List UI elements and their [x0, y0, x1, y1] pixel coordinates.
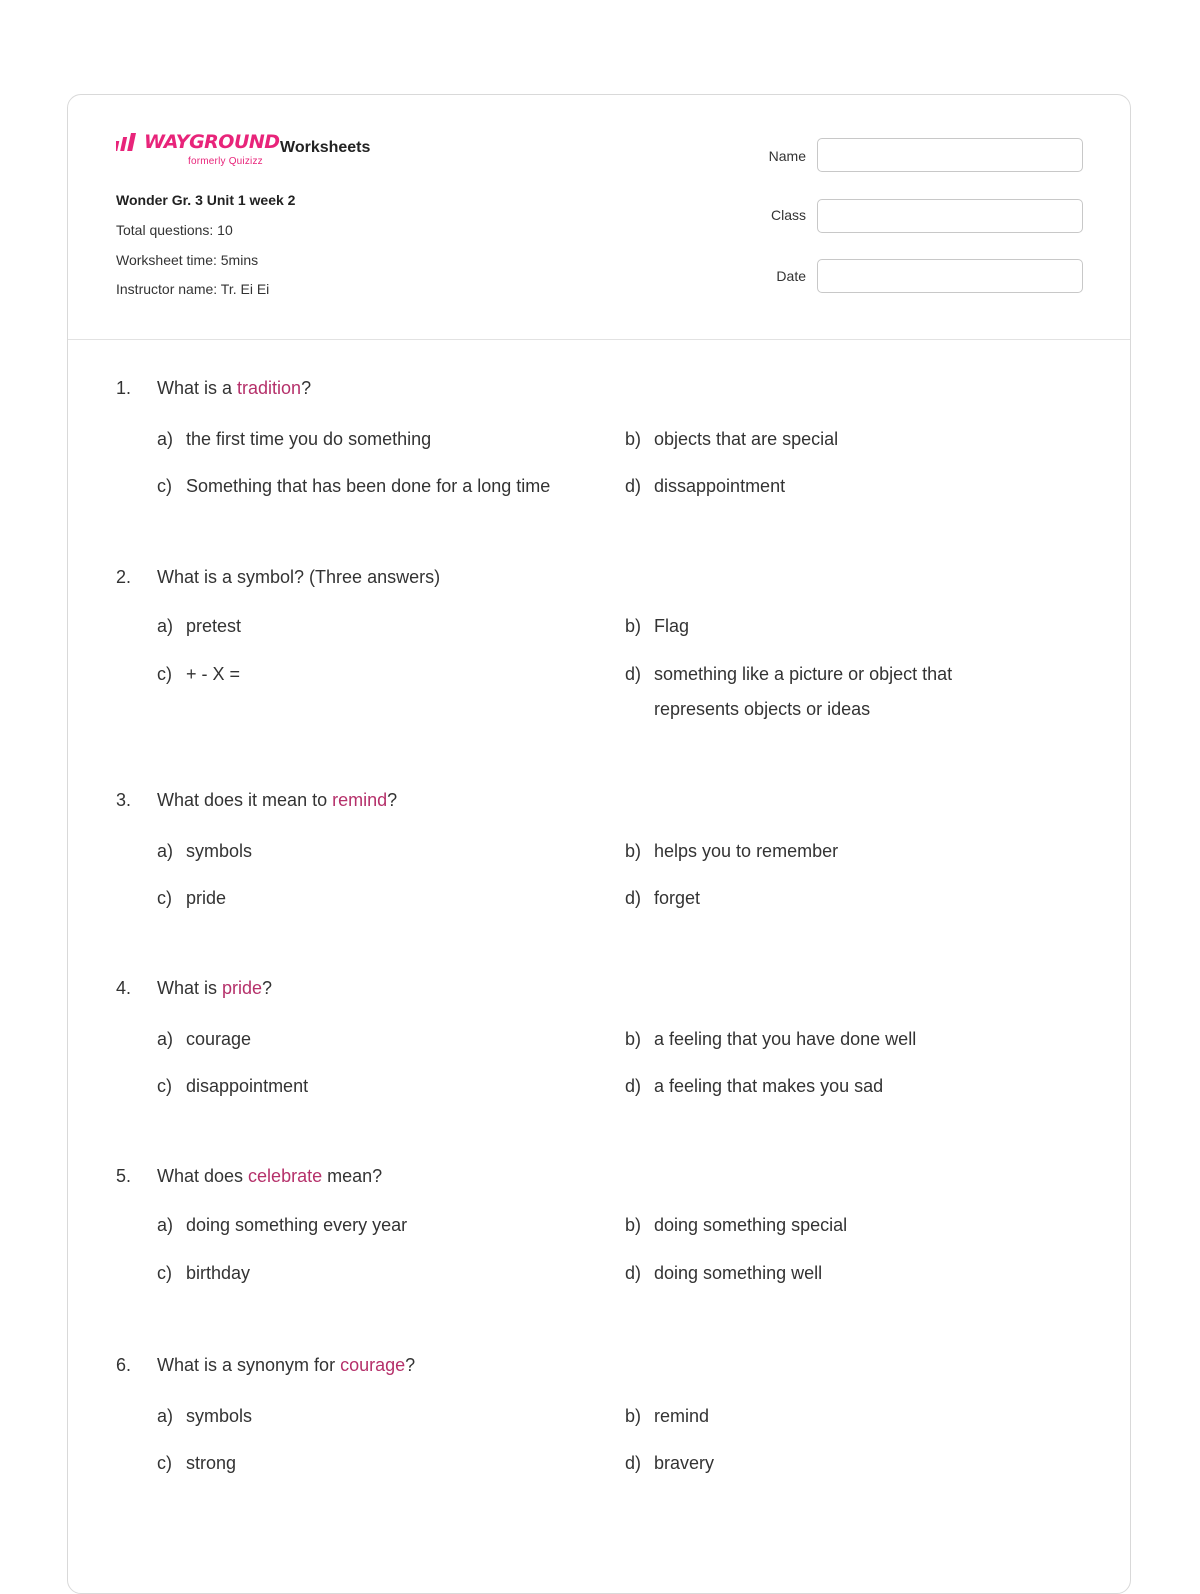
question-text-part: ? — [387, 790, 398, 810]
question-number: 5. — [116, 1166, 132, 1186]
answer-option-1-c[interactable] — [157, 469, 577, 504]
option-text: Something that has been done for a long time — [186, 476, 551, 496]
option-text: doing something well — [654, 1263, 823, 1283]
answer-option-4-c[interactable] — [157, 1069, 577, 1104]
question-text-part: mean? — [322, 1166, 383, 1186]
option-text: a feeling that makes you sad — [654, 1076, 884, 1096]
answer-option-6-b[interactable] — [625, 1399, 1045, 1434]
worksheet-time: Worksheet time: 5mins — [116, 252, 259, 268]
date-field[interactable] — [817, 259, 1083, 293]
answer-option-6-d[interactable] — [625, 1446, 1045, 1481]
option-letter: b) — [625, 616, 642, 636]
answer-option-2-a[interactable] — [157, 609, 577, 644]
question-number: 3. — [116, 790, 132, 810]
option-text: courage — [186, 1029, 252, 1049]
answer-option-1-d[interactable] — [625, 469, 1045, 504]
option-letter: b) — [625, 841, 642, 861]
answer-option-6-a[interactable] — [157, 1399, 577, 1434]
option-text: bravery — [654, 1453, 715, 1473]
brand-logo — [116, 131, 280, 171]
question-text-part: What does it mean to — [157, 790, 333, 810]
option-letter: c) — [157, 1263, 172, 1283]
option-letter: a) — [157, 1406, 174, 1426]
question-text-part: What is — [157, 978, 223, 998]
class-label: Class — [770, 207, 806, 223]
option-text: objects that are special — [654, 429, 839, 449]
option-letter: b) — [625, 429, 642, 449]
option-text: symbols — [186, 1406, 253, 1426]
question-text — [157, 1355, 415, 1376]
class-field[interactable] — [817, 199, 1083, 233]
option-text: pride — [186, 888, 227, 908]
answer-option-3-c[interactable] — [157, 881, 577, 916]
option-text: dissappointment — [654, 476, 786, 496]
answer-option-4-d[interactable] — [625, 1069, 1045, 1104]
option-letter: c) — [157, 1453, 172, 1473]
answer-option-3-d[interactable] — [625, 881, 1045, 916]
question-text-part: ? — [405, 1355, 416, 1375]
option-letter: c) — [157, 888, 172, 908]
option-letter: a) — [157, 1215, 174, 1235]
question-text — [157, 978, 272, 999]
option-letter: d) — [625, 1076, 642, 1096]
option-letter: a) — [157, 616, 174, 636]
option-letter: b) — [625, 1406, 642, 1426]
option-text: Flag — [654, 616, 690, 636]
option-text: doing something special — [654, 1215, 848, 1235]
question-number: 2. — [116, 567, 132, 587]
answer-option-3-b[interactable] — [625, 834, 1045, 869]
question-number: 6. — [116, 1355, 132, 1375]
answer-option-6-c[interactable] — [157, 1446, 577, 1481]
option-letter: c) — [157, 476, 172, 496]
question-keyword: remind — [332, 790, 388, 810]
worksheet-header — [68, 95, 1130, 340]
answer-option-5-c[interactable] — [157, 1256, 577, 1291]
answer-option-2-c[interactable] — [157, 657, 577, 692]
name-label: Name — [768, 148, 806, 164]
question-text-part: What is a symbol? (Three answers) — [157, 567, 441, 587]
option-text: forget — [654, 888, 701, 908]
option-text: helps you to remember — [654, 841, 839, 861]
question-text — [157, 790, 397, 811]
wayground-logo-icon — [116, 133, 142, 153]
option-text: the first time you do something — [186, 429, 432, 449]
question-text — [157, 567, 440, 588]
logo-wordmark: WAYGROUND — [144, 131, 280, 153]
option-text: strong — [186, 1453, 237, 1473]
name-field[interactable] — [817, 138, 1083, 172]
answer-option-2-b[interactable] — [625, 609, 1045, 644]
answer-option-5-a[interactable] — [157, 1208, 577, 1243]
option-text: a feeling that you have done well — [654, 1029, 917, 1049]
option-text: + - X = — [186, 664, 241, 684]
question-text — [157, 1166, 382, 1187]
option-letter: d) — [625, 1263, 642, 1283]
logo-subtitle: formerly Quizizz — [188, 156, 263, 167]
question-text — [157, 378, 311, 399]
option-text: disappointment — [186, 1076, 309, 1096]
question-text-part: ? — [301, 378, 312, 398]
question-number: 4. — [116, 978, 132, 998]
answer-option-1-b[interactable] — [625, 422, 1045, 457]
option-letter: d) — [625, 888, 642, 908]
option-text: birthday — [186, 1263, 251, 1283]
product-name: Worksheets — [280, 139, 371, 156]
option-letter: a) — [157, 841, 174, 861]
question-keyword: courage — [340, 1355, 406, 1375]
option-text: doing something every year — [186, 1215, 408, 1235]
answer-option-4-b[interactable] — [625, 1022, 1045, 1057]
question-keyword: pride — [222, 978, 263, 998]
option-letter: b) — [625, 1029, 642, 1049]
question-text-part: What is a synonym for — [157, 1355, 341, 1375]
question-text-part: What is a — [157, 378, 238, 398]
option-letter: a) — [157, 1029, 174, 1049]
option-text: remind — [654, 1406, 710, 1426]
question-text-part: ? — [262, 978, 273, 998]
option-text: pretest — [186, 616, 242, 636]
answer-option-1-a[interactable] — [157, 422, 577, 457]
option-letter: a) — [157, 429, 174, 449]
question-number: 1. — [116, 378, 132, 398]
question-keyword: celebrate — [248, 1166, 323, 1186]
worksheet-title: Wonder Gr. 3 Unit 1 week 2 — [116, 192, 296, 208]
option-letter: d) — [625, 476, 642, 496]
instructor-name: Instructor name: Tr. Ei Ei — [116, 281, 270, 297]
answer-option-3-a[interactable] — [157, 834, 577, 869]
option-letter: d) — [625, 664, 642, 684]
question-text-part: What does — [157, 1166, 249, 1186]
option-text: something like a picture or object that represents objects or ideas — [654, 664, 953, 719]
total-questions: Total questions: 10 — [116, 222, 233, 238]
option-letter: c) — [157, 1076, 172, 1096]
answer-option-2-d[interactable] — [625, 657, 1045, 727]
option-letter: c) — [157, 664, 172, 684]
option-letter: d) — [625, 1453, 642, 1473]
answer-option-5-d[interactable] — [625, 1256, 1045, 1291]
answer-option-4-a[interactable] — [157, 1022, 577, 1057]
option-text: symbols — [186, 841, 253, 861]
answer-option-5-b[interactable] — [625, 1208, 1045, 1243]
date-label: Date — [776, 268, 806, 284]
question-keyword: tradition — [237, 378, 302, 398]
option-letter: b) — [625, 1215, 642, 1235]
